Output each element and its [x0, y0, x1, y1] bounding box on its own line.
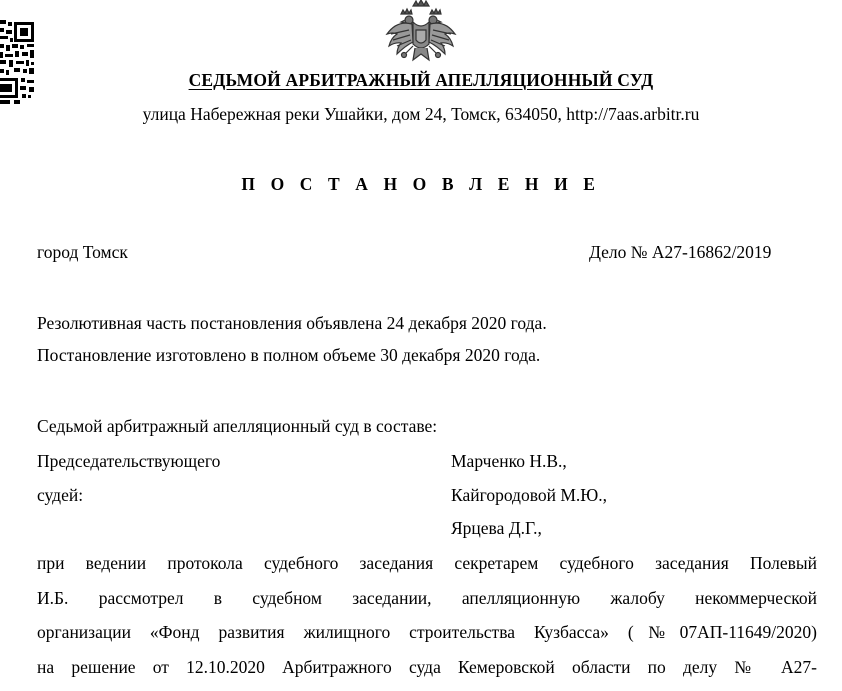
body-line-4: на решение от 12.10.2020 Арбитражного суда Кемеровской области по делу № А27-: [37, 657, 817, 677]
full-text-prepared-line: Постановление изготовлено в полном объеме 30 декабря 2020 года.: [37, 345, 541, 365]
resolution-announced-line: Резолютивная часть постановления объявлена 24 декабря 2020 года.: [37, 313, 547, 333]
body-line-3: организации «Фонд развития жилищного строительства Кузбасса» (№07АП-11649/2020): [37, 622, 817, 642]
judges-label: судей:: [37, 485, 84, 505]
court-address: улица Набережная реки Ушайки, дом 24, Томск, 634050, http://7aas.arbitr.ru: [142, 104, 700, 124]
composition-intro: Седьмой арбитражный апелляционный суд в составе:: [37, 416, 438, 436]
presiding-label: Председательствующего: [37, 451, 221, 471]
judge-name-1: Кайгородовой М.Ю.,: [451, 485, 608, 505]
body-line-1: при ведении протокола судебного заседания секретарем судебного заседания Полевый: [37, 553, 817, 573]
judge-name-2: Ярцева Д.Г.,: [451, 518, 542, 538]
body-line-2: И.Б. рассмотрел в судебном заседании, апелляционную жалобу некоммерческой: [37, 588, 817, 608]
coat-of-arms-emblem: [383, 0, 459, 66]
city-label: город Томск: [37, 242, 128, 262]
court-name: СЕДЬМОЙ АРБИТРАЖНЫЙ АПЕЛЛЯЦИОННЫЙ СУД: [188, 70, 654, 90]
presiding-judge-name: Марченко Н.В.,: [451, 451, 567, 471]
document-title: П О С Т А Н О В Л Е Н И Е: [241, 174, 601, 194]
case-number: Дело № А27-16862/2019: [589, 242, 772, 262]
